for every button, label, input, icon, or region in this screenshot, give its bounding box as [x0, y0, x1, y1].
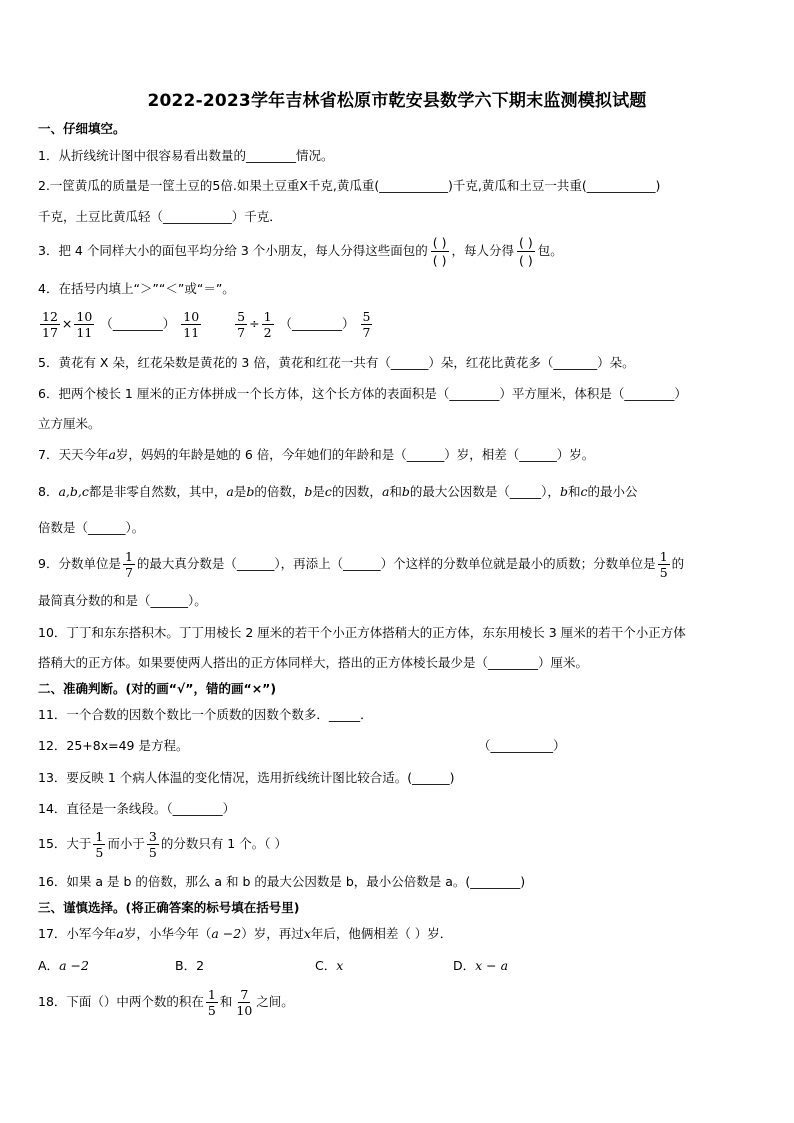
fraction: $\frac{1}{5}$: [207, 987, 216, 1018]
fraction: $\frac{12}{17}$: [42, 309, 58, 340]
option-d[interactable]: D．x − a: [453, 958, 509, 973]
fraction: $\frac{5}{7}$: [362, 309, 371, 340]
question-4: 4．在括号内填上“＞”“＜”或“＝”。: [38, 281, 235, 296]
blank-fraction[interactable]: ( ) ( ): [519, 235, 533, 268]
section-1-heading: 一、仔细填空。: [38, 121, 126, 136]
question-8-line-1: 8．a,b,c都是非零自然数，其中，a是b的倍数，b是c的因数，a和b的最大公因数是（_____），b和c的最小公: [38, 484, 638, 499]
question-7: 7．天天今年a岁，妈妈的年龄是她的 6 倍，今年她们的年龄和是（______）岁，相差（______）岁。: [38, 447, 595, 462]
question-13: 13．要反映 1 个病人体温的变化情况，选用折线统计图比较合适。(______): [38, 770, 455, 785]
question-14: 14．直径是一条线段。（________）: [38, 801, 236, 816]
question-6-line-2: 立方厘米。: [38, 416, 101, 431]
question-15: 15．大于 $\frac{1}{5}$ 而小于 $\frac{3}{5}$ 的分数只有 1 个。（ ）: [38, 829, 287, 860]
question-10-line-1: 10．丁丁和东东搭积木。丁丁用棱长 2 厘米的若干个小正方体搭稍大的正方体，东东用棱长 3 厘米的若干个小正方体: [38, 625, 686, 640]
question-18: 18．下面（）中两个数的积在 $\frac{1}{5}$ 和 $\frac{7}{10}$ 之间。: [38, 987, 294, 1018]
page-title: 2022-2023学年吉林省松原市乾安县数学六下期末监测模拟试题: [147, 91, 647, 111]
question-16: 16．如果 a 是 b 的倍数，那么 a 和 b 的最大公因数是 b，最小公倍数是 a。(________): [38, 874, 526, 889]
question-9-line-1: 9．分数单位是 $\frac{1}{7}$ 的最大真分数是（______），再添上（______）个这样的分数单位就是最小的质数；分数单位是 $\frac{1}{5}$ 的: [38, 549, 685, 580]
question-2-line-1: 2.一筐黄瓜的质量是一筐土豆的5倍.如果土豆重X千克,黄瓜重(___________)千克,黄瓜和土豆一共重(___________): [38, 178, 661, 193]
question-5: 5．黄花有 X 朵，红花朵数是黄花的 3 倍，黄花和红花一共有（______）朵，红花比黄花多（_______）朵。: [38, 355, 635, 370]
answer-blank[interactable]: （__________）: [478, 738, 566, 753]
option-a[interactable]: A．a −2: [38, 958, 89, 973]
fraction: $\frac{5}{7}$: [237, 309, 246, 340]
fraction: $\frac{7}{10}$: [236, 987, 253, 1018]
question-8-line-2: 倍数是（______）。: [38, 520, 145, 535]
answer-blank[interactable]: （________）: [279, 316, 355, 331]
fraction: $\frac{10}{11}$: [183, 309, 200, 340]
option-c[interactable]: C．x: [315, 958, 344, 973]
blank-fraction[interactable]: ( ) ( ): [432, 235, 447, 268]
fraction: $\frac{1}{2}$: [263, 309, 272, 340]
fraction: $\frac{1}{7}$: [124, 549, 133, 580]
question-6-line-1: 6．把两个棱长 1 厘米的正方体拼成一个长方体，这个长方体的表面积是（________）平方厘米，体积是（________）: [38, 386, 687, 401]
question-17: 17．小军今年a岁，小华今年（a −2）岁，再过x年后，他俩相差（ ）岁．: [38, 926, 453, 941]
question-10-line-2: 搭稍大的正方体。如果要使两人搭出的正方体同样大，搭出的正方体棱长最少是（________）厘米。: [38, 655, 589, 670]
question-1: 1．从折线统计图中很容易看出数量的________情况。: [38, 148, 334, 163]
option-b[interactable]: B．2: [175, 958, 205, 973]
question-2-line-2: 千克，土豆比黄瓜轻（___________）千克．: [38, 209, 282, 224]
fraction: $\frac{1}{5}$: [659, 549, 668, 580]
fraction: $\frac{1}{5}$: [95, 829, 104, 860]
fraction: $\frac{10}{11}$: [76, 309, 93, 340]
question-3: 3．把 4 个同样大小的面包平均分给 3 个小朋友，每人分得这些面包的 ( ) ( ) ，每人分得 ( ) ( ) 包。: [38, 235, 563, 268]
question-4-expressions: $\frac{12}{17}$ × $\frac{10}{11}$ （________） $\frac{10}{11}$ $\frac{5}{7}$ ÷ $\frac{1}{2}$ （________） $\frac{5}{7}$: [42, 309, 371, 340]
question-11: 11．一个合数的因数个数比一个质数的因数个数多．_____．: [38, 707, 373, 722]
section-3-heading: 三、谨慎选择。(将正确答案的标号填在括号里): [38, 900, 300, 915]
answer-blank[interactable]: （________）: [100, 316, 176, 331]
section-2-heading: 二、准确判断。(对的画“√”，错的画“×”): [38, 681, 277, 696]
fraction: $\frac{3}{5}$: [148, 829, 157, 860]
question-12: 12．25+8x=49 是方程。 （__________）: [38, 738, 566, 753]
question-9-line-2: 最简真分数的和是（______）。: [38, 593, 207, 608]
